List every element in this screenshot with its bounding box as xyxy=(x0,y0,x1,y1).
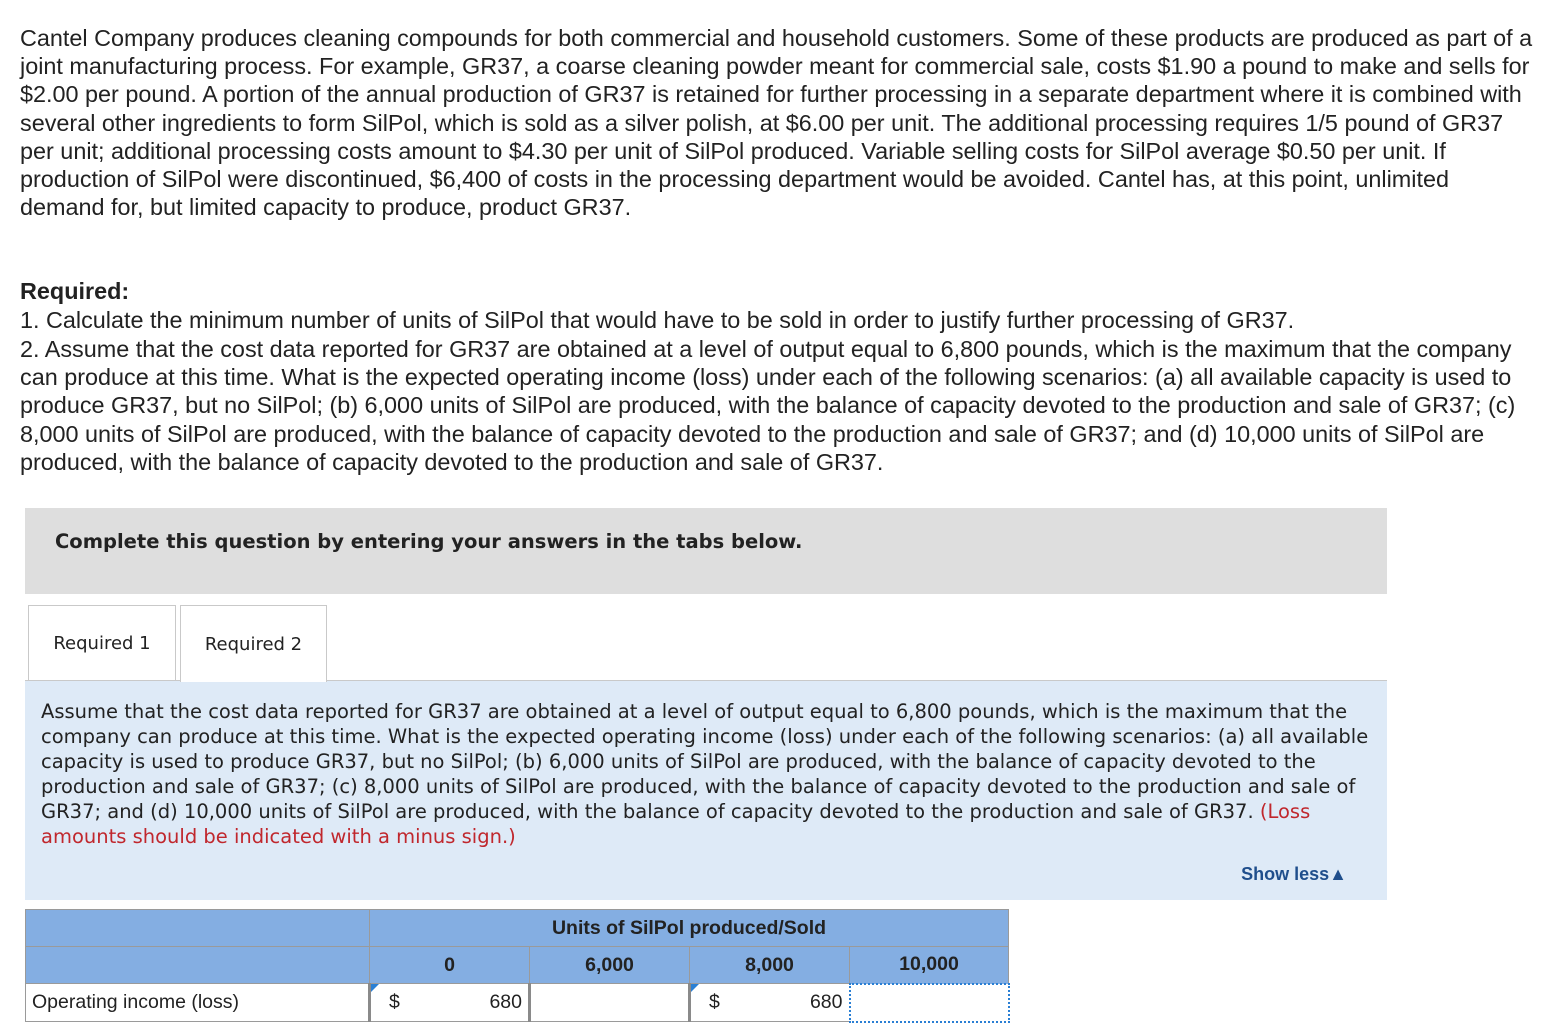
currency-symbol: $ xyxy=(709,991,720,1013)
required-2-text: 2. Assume that the cost data reported for GR37 are obtained at a level of output equal to 6,800 pounds, which is the maximum that the company can produce at this time. What is the expected operating income (loss) under each of the following scenarios: (a) all available capacity is used to produce GR37, but no SilPol; (b) 6,000 units of SilPol are produced, with the balance of capacity devoted to the production and sale of GR37; (c) 8,000 units of SilPol are produced, with the balance of capacity devoted to the production and sale of GR37; and (d) 10,000 units of SilPol are produced, with the balance of capacity devoted to the production and sale of GR37. xyxy=(20,336,1516,475)
panel-question-text: Assume that the cost data reported for GR37 are obtained at a level of output equal to 6,800 pounds, which is the maximum that the company can produce at this time. What is the expected operating income (loss) under each of the following scenarios: (a) all available capacity is used to produce GR37, but no SilPol; (b) 6,000 units of SilPol are produced, with the balance of capacity devoted to the production and sale of GR37; (c) 8,000 units of SilPol are produced, with the balance of capacity devoted to the production and sale of GR37; and (d) 10,000 units of SilPol are produced, with the balance of capacity devoted to the production and sale of GR37. xyxy=(41,700,1369,823)
column-header-6000: 6,000 xyxy=(530,947,690,984)
show-less-link[interactable] xyxy=(1241,864,1347,885)
input-cell-0[interactable] xyxy=(370,984,530,1022)
column-header-0: 0 xyxy=(370,947,530,984)
question-panel xyxy=(25,680,1387,900)
instruction-box xyxy=(25,508,1387,594)
currency-symbol: $ xyxy=(389,991,400,1013)
input-cell-6000[interactable] xyxy=(530,984,690,1022)
triangle-up-icon: ▲ xyxy=(1329,864,1347,884)
tab-required-1[interactable]: Required 1 xyxy=(28,605,176,681)
flag-icon xyxy=(691,984,699,992)
column-header-10000: 10,000 xyxy=(850,947,1009,984)
group-header: Units of SilPol produced/Sold xyxy=(370,910,1009,947)
show-less-label: Show less xyxy=(1241,864,1330,884)
header-blank xyxy=(26,910,370,947)
required-1-text: 1. Calculate the minimum number of units of SilPol that would have to be sold in order to justify further processing of GR37. xyxy=(20,307,1295,333)
input-value-0: 680 xyxy=(489,991,522,1013)
input-cell-10000[interactable] xyxy=(850,984,1009,1022)
flag-icon xyxy=(371,984,379,992)
answer-table xyxy=(25,909,1010,1023)
input-cell-8000[interactable] xyxy=(690,984,850,1022)
panel-note: (Loss amounts should be indicated with a minus sign.) xyxy=(41,800,1311,848)
input-value-8000: 680 xyxy=(809,991,843,1013)
header-blank-2 xyxy=(26,947,370,984)
column-header-8000: 8,000 xyxy=(690,947,850,984)
instruction-text: Complete this question by entering your answers in the tabs below. xyxy=(55,530,803,553)
problem-intro: Cantel Company produces cleaning compounds for both commercial and household customers. Some of these products are produced as part of a joint manufacturing process. For example, GR37, a coarse cleaning powder meant for commercial sale, costs $1.90 a pound to make and sells for $2.00 per pound. A portion of the annual production of GR37 is retained for further processing in a separate department where it is combined with several other ingredients to form SilPol, which is sold as a silver polish, at $6.00 per unit. The additional processing requires 1/5 pound of GR37 per unit; additional processing costs amount to $4.30 per unit of SilPol produced. Variable selling costs for SilPol average $0.50 per unit. If production of SilPol were discontinued, $6,400 of costs in the processing department would be avoided. Cantel has, at this point, unlimited demand for, but limited capacity to produce, product GR37. xyxy=(20,25,1533,221)
tab-required-2[interactable]: Required 2 xyxy=(180,605,327,682)
row-label-operating-income: Operating income (loss) xyxy=(26,984,370,1022)
panel-question xyxy=(41,699,1381,849)
required-heading: Required: xyxy=(20,278,130,304)
